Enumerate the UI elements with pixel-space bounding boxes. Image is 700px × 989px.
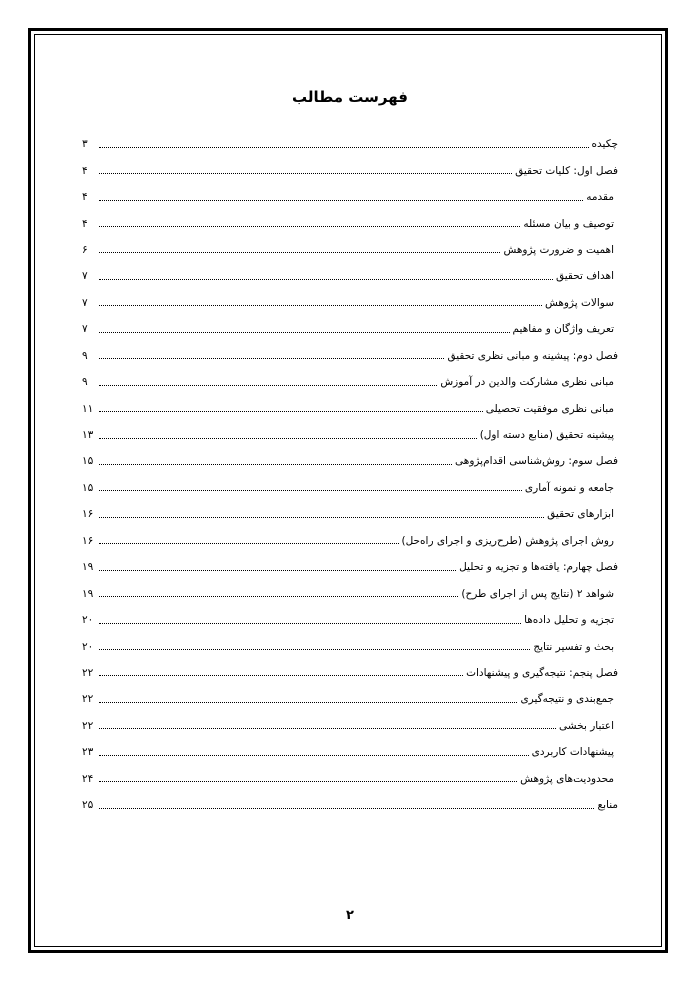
toc-entry — [82, 316, 618, 342]
dot-leader — [99, 517, 544, 518]
table-of-contents — [82, 131, 618, 818]
dot-leader — [99, 755, 529, 756]
toc-entry-label: اهمیت و ضرورت پژوهش — [503, 243, 614, 256]
dot-leader — [99, 543, 399, 544]
toc-entry-label: فصل دوم: پیشینه و مبانی نظری تحقیق — [447, 349, 618, 362]
dot-leader — [99, 570, 456, 571]
dot-leader — [99, 649, 530, 650]
toc-entry — [82, 131, 618, 157]
toc-entry-label: فصل پنجم: نتیجه‌گیری و پیشنهادات — [466, 666, 618, 679]
toc-entry — [82, 448, 618, 474]
dot-leader — [99, 808, 594, 809]
toc-entry — [82, 554, 618, 580]
toc-entry-page: ۲۲ — [82, 693, 94, 706]
toc-entry-label: جامعه و نمونه آماری — [524, 481, 614, 494]
toc-entry — [82, 580, 618, 606]
toc-entry-page: ۱۱ — [82, 402, 94, 415]
toc-entry-label: بحث و تفسیر نتایج — [533, 640, 614, 653]
toc-entry-label: ابزارهای تحقیق — [547, 508, 614, 521]
toc-entry-page: ۲۵ — [82, 799, 94, 812]
dot-leader — [99, 596, 458, 597]
dot-leader — [99, 226, 520, 227]
dot-leader — [99, 147, 589, 148]
toc-entry-label: شواهد ۲ (نتایج پس از اجرای طرح) — [461, 587, 614, 600]
dot-leader — [99, 200, 583, 201]
dot-leader — [99, 358, 444, 359]
toc-entry-label: مبانی نظری موفقیت تحصیلی — [485, 402, 614, 415]
toc-entry-page: ۷ — [82, 270, 88, 283]
toc-entry-label: فصل اول: کلیات تحقیق — [515, 164, 618, 177]
page-number: ۲ — [346, 908, 354, 923]
toc-entry — [82, 501, 618, 527]
toc-entry-label: محدودیت‌های پژوهش — [520, 772, 614, 785]
toc-entry — [82, 713, 618, 739]
toc-entry — [82, 607, 618, 633]
dot-leader — [99, 490, 522, 491]
dot-leader — [99, 411, 483, 412]
toc-entry-page: ۹ — [82, 349, 88, 362]
toc-entry-label: سوالات پژوهش — [544, 296, 614, 309]
toc-entry — [82, 290, 618, 316]
dot-leader — [99, 702, 517, 703]
toc-entry-page: ۲۰ — [82, 640, 94, 653]
dot-leader — [99, 728, 556, 729]
toc-entry-page: ۹ — [82, 376, 88, 389]
toc-entry-page: ۱۵ — [82, 455, 94, 468]
toc-entry-label: فصل چهارم: یافته‌ها و تجزیه و تحلیل — [459, 561, 618, 574]
toc-entry-page: ۱۹ — [82, 561, 94, 574]
toc-entry-page: ۲۲ — [82, 719, 94, 732]
toc-entry-page: ۱۶ — [82, 508, 94, 521]
dot-leader — [99, 623, 521, 624]
toc-entry-label: تعریف واژگان و مفاهیم — [512, 323, 614, 336]
dot-leader — [99, 279, 553, 280]
toc-entry — [82, 343, 618, 369]
toc-entry-label: مبانی نظری مشارکت والدین در آموزش — [440, 376, 614, 389]
toc-entry — [82, 157, 618, 183]
toc-entry-label: منابع — [597, 799, 618, 812]
toc-entry — [82, 210, 618, 236]
toc-entry — [82, 475, 618, 501]
dot-leader — [99, 332, 510, 333]
toc-entry — [82, 792, 618, 818]
toc-entry — [82, 766, 618, 792]
toc-entry-label: اهداف تحقیق — [555, 270, 614, 283]
toc-entry — [82, 237, 618, 263]
toc-entry-label: مقدمه — [586, 191, 614, 204]
toc-entry-page: ۲۳ — [82, 746, 94, 759]
toc-entry-page: ۱۶ — [82, 534, 94, 547]
toc-entry-page: ۱۳ — [82, 429, 94, 442]
toc-entry-label: پیشنهادات کاربردی — [531, 746, 614, 759]
toc-entry-page: ۱۹ — [82, 587, 94, 600]
dot-leader — [99, 781, 517, 782]
dot-leader — [99, 385, 437, 386]
toc-entry — [82, 422, 618, 448]
toc-entry-page: ۴ — [82, 164, 88, 177]
toc-entry-page: ۲۴ — [82, 772, 94, 785]
toc-entry-label: تجزیه و تحلیل داده‌ها — [524, 614, 614, 627]
dot-leader — [99, 464, 452, 465]
toc-entry — [82, 263, 618, 289]
toc-entry-label: روش اجرای پژوهش (طرح‌ریزی و اجرای راه‌حل) — [401, 534, 614, 547]
toc-entry — [82, 528, 618, 554]
toc-entry — [82, 369, 618, 395]
dot-leader — [99, 675, 463, 676]
toc-entry-label: توصیف و بیان مسئله — [523, 217, 614, 230]
toc-title: فهرست مطالب — [292, 88, 408, 106]
toc-entry-page: ۴ — [82, 191, 88, 204]
toc-entry-page: ۷ — [82, 323, 88, 336]
dot-leader — [99, 252, 500, 253]
toc-entry-page: ۴ — [82, 217, 88, 230]
toc-entry-label: جمع‌بندی و نتیجه‌گیری — [520, 693, 614, 706]
toc-entry-page: ۷ — [82, 296, 88, 309]
toc-entry-label: چکیده — [591, 138, 618, 151]
dot-leader — [99, 173, 512, 174]
toc-entry-page: ۲۰ — [82, 614, 94, 627]
toc-entry-label: پیشینه تحقیق (منابع دسته اول) — [479, 429, 614, 442]
toc-entry — [82, 633, 618, 659]
toc-entry — [82, 686, 618, 712]
toc-entry-page: ۱۵ — [82, 481, 94, 494]
toc-entry — [82, 739, 618, 765]
toc-entry — [82, 395, 618, 421]
toc-entry-page: ۲۲ — [82, 666, 94, 679]
toc-entry-label: اعتبار بخشی — [559, 719, 614, 732]
toc-entry-label: فصل سوم: روش‌شناسی اقدام‌پژوهی — [455, 455, 618, 468]
dot-leader — [99, 305, 542, 306]
dot-leader — [99, 438, 477, 439]
toc-entry — [82, 184, 618, 210]
toc-entry-page: ۳ — [82, 138, 88, 151]
toc-entry-page: ۶ — [82, 243, 88, 256]
toc-entry — [82, 660, 618, 686]
